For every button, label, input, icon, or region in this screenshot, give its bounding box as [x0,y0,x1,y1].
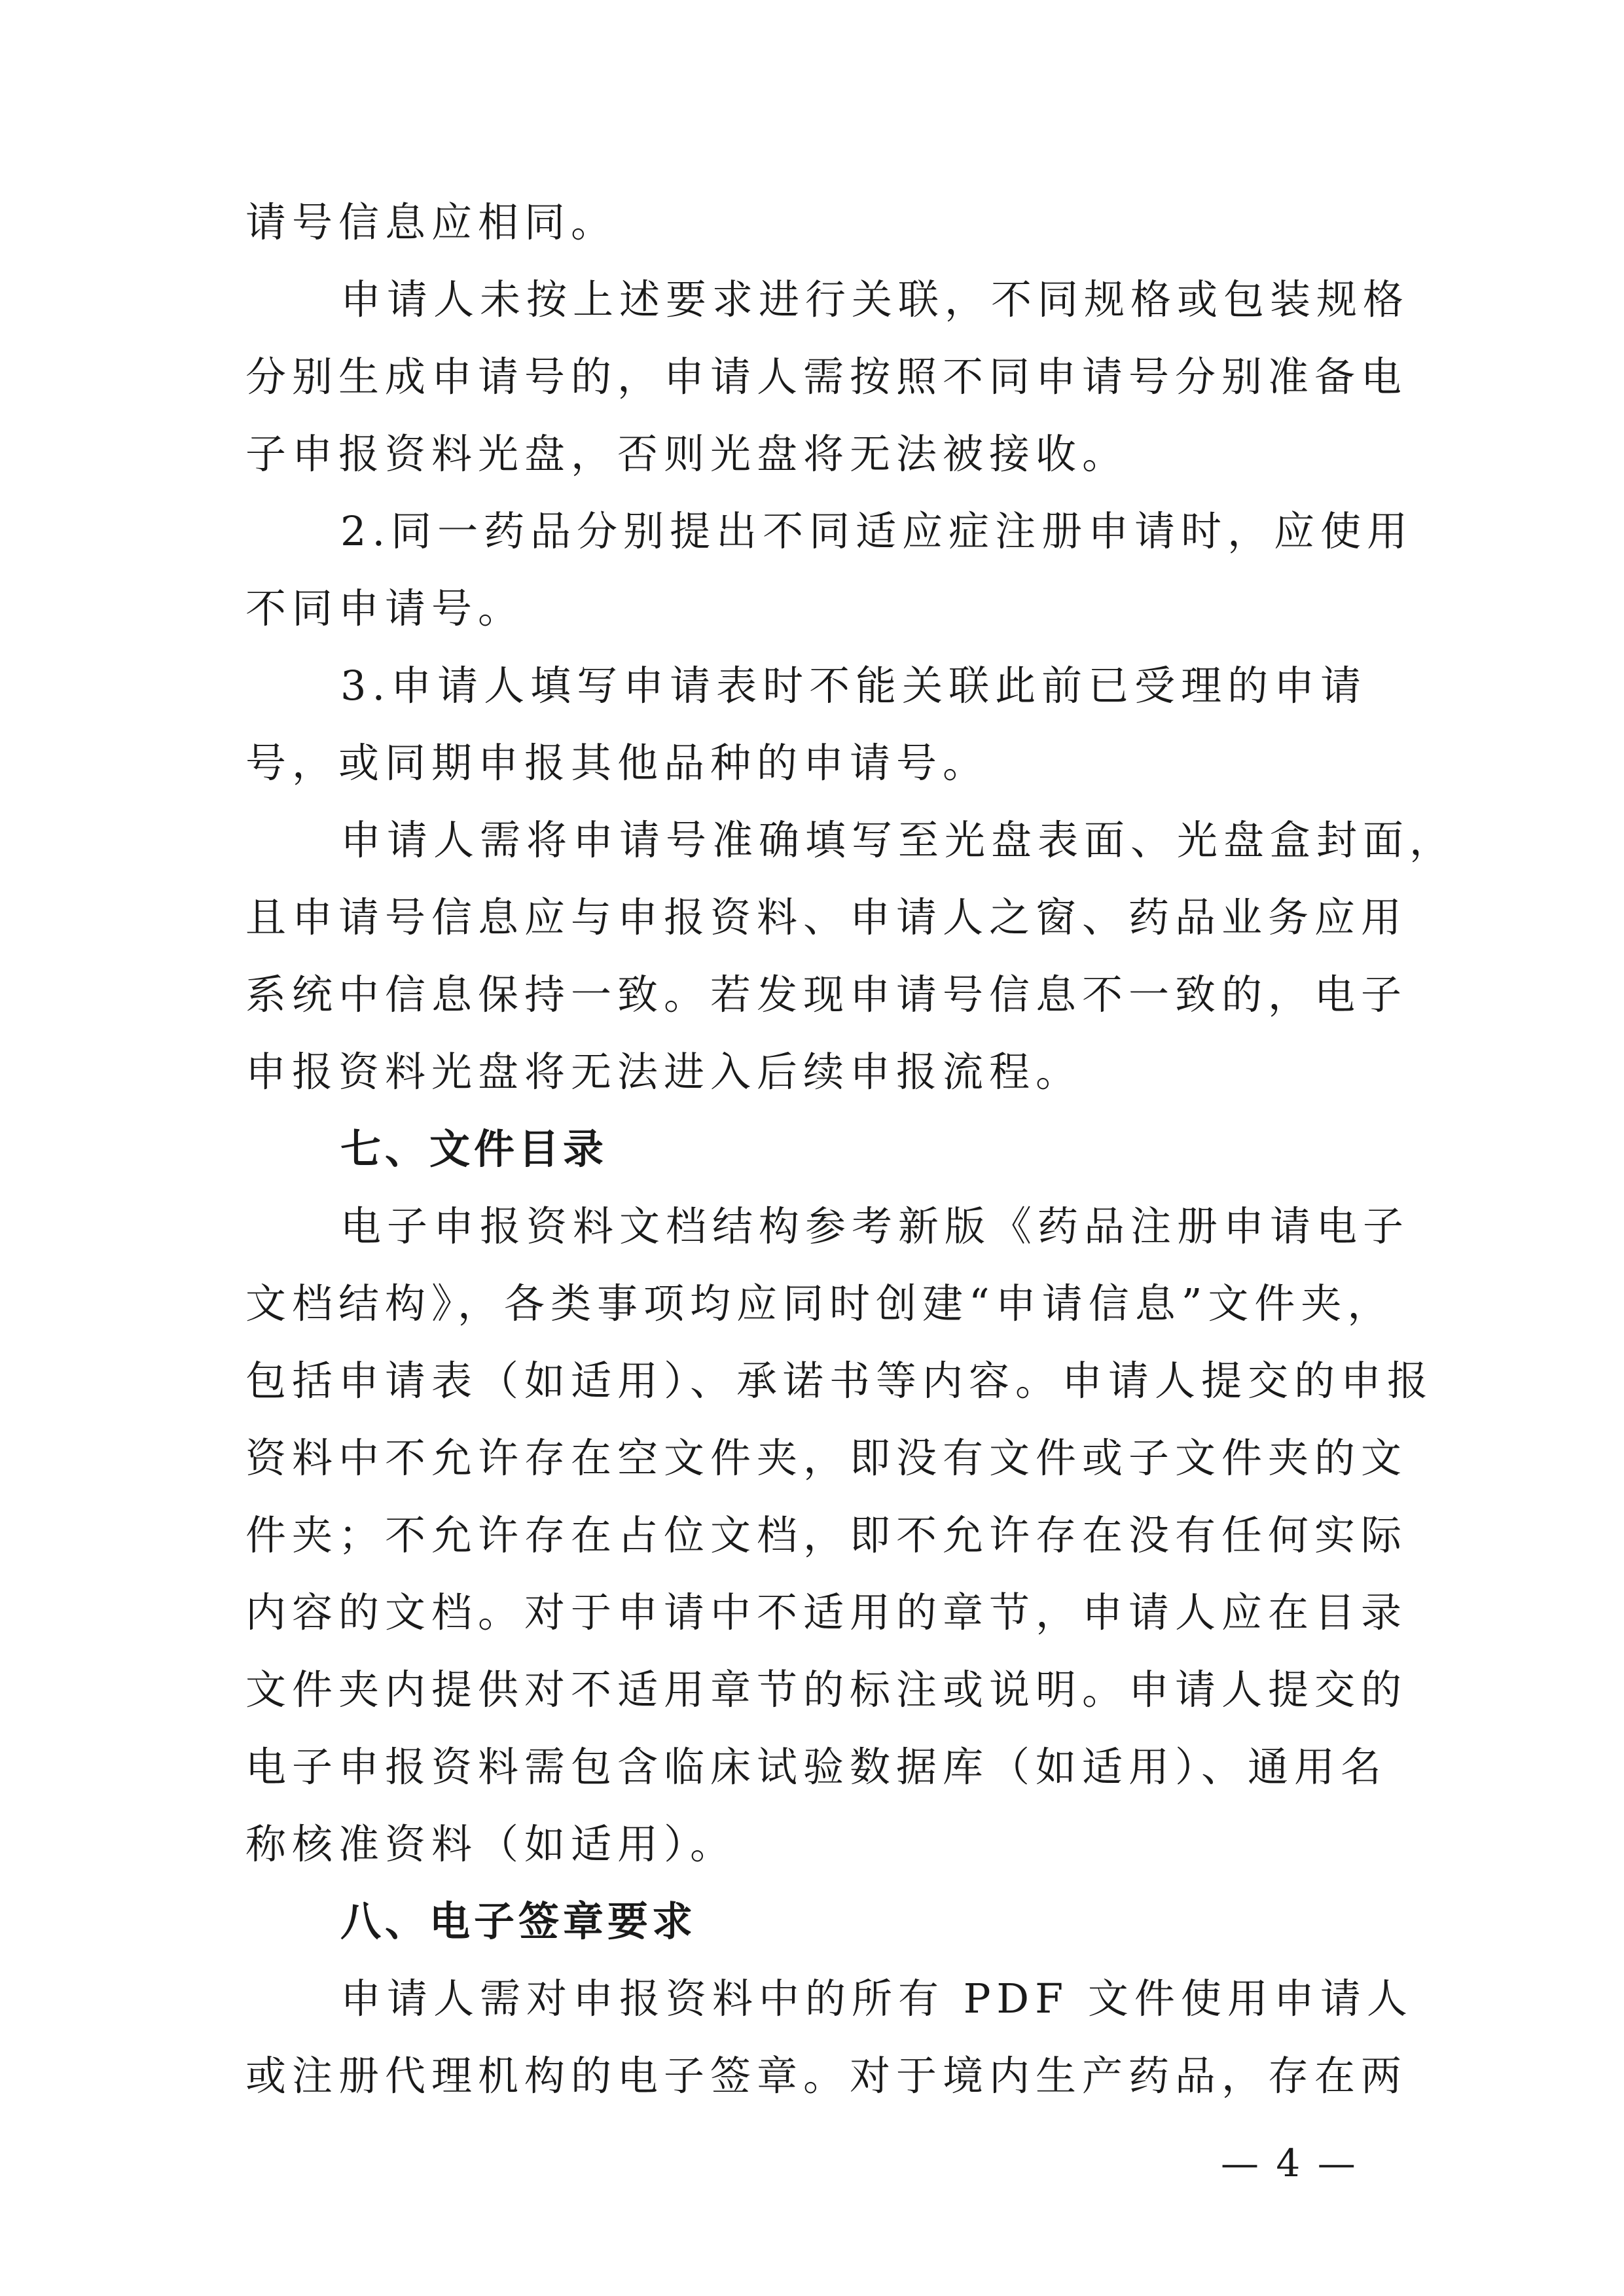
paragraph-first-line: 申请人需对申报资料中的所有 PDF 文件使用申请人 [340,1975,1413,2022]
page-number: — 4 — [1221,2141,1358,2185]
body-text-line: 号，或同期申报其他品种的申请号。 [245,739,990,787]
paragraph-first-line: 申请人需将申请号准确填写至光盘表面、光盘盒封面， [340,816,1456,864]
body-text-line: 或注册代理机构的电子签章。对于境内生产药品，存在两 [245,2052,1408,2100]
body-text-line: 请号信息应相同。 [245,198,618,246]
body-text-line: 系统中信息保持一致。若发现申请号信息不一致的，电子 [245,971,1408,1018]
numbered-item-3: 3.申请人填写申请表时不能关联此前已受理的申请 [340,662,1367,709]
body-text-line: 且申请号信息应与申报资料、申请人之窗、药品业务应用 [245,893,1408,941]
body-text-line: 不同申请号。 [245,584,525,632]
body-text-line: 申报资料光盘将无法进入后续申报流程。 [245,1048,1083,1096]
body-text-line: 包括申请表（如适用）、承诺书等内容。申请人提交的申报 [245,1357,1434,1405]
body-text-line: 内容的文档。对于申请中不适用的章节，申请人应在目录 [245,1588,1408,1636]
body-text-line: 分别生成申请号的，申请人需按照不同申请号分别准备电 [245,353,1408,401]
body-text-line: 电子申报资料需包含临床试验数据库（如适用）、通用名 [245,1743,1388,1791]
section-heading-7: 七、文件目录 [340,1125,608,1173]
body-text-line: 子申报资料光盘，否则光盘将无法被接收。 [245,430,1129,478]
paragraph-first-line: 电子申报资料文档结构参考新版《药品注册申请电子 [340,1202,1410,1250]
paragraph-first-line: 申请人未按上述要求进行关联，不同规格或包装规格 [340,276,1410,323]
body-text-line: 文档结构》，各类事项均应同时创建“申请信息”文件夹， [245,1280,1394,1327]
section-heading-8: 八、电子签章要求 [340,1897,697,1945]
body-text-line: 文件夹内提供对不适用章节的标注或说明。申请人提交的 [245,1666,1408,1713]
body-text-line: 件夹；不允许存在占位文档，即不允许存在没有任何实际 [245,1511,1408,1559]
body-text-line: 资料中不允许存在空文件夹，即没有文件或子文件夹的文 [245,1434,1408,1482]
numbered-item-2: 2.同一药品分别提出不同适应症注册申请时，应使用 [340,507,1414,555]
body-text-line: 称核准资料（如适用）。 [245,1820,737,1868]
